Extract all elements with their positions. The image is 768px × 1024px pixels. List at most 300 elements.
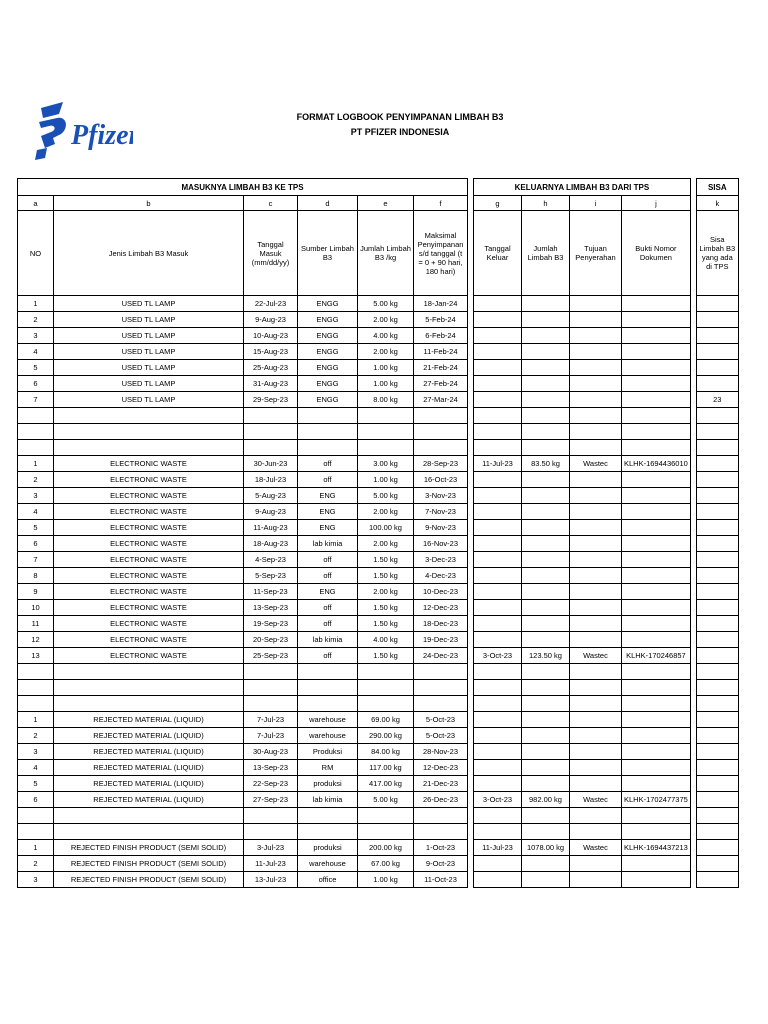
title-line-1: FORMAT LOGBOOK PENYIMPANAN LIMBAH B3 — [296, 112, 504, 122]
table-cell — [570, 808, 622, 824]
table-cell: 23 — [696, 392, 738, 408]
table-cell: 9 — [18, 584, 54, 600]
table-cell — [570, 344, 622, 360]
table-cell: 982.00 kg — [522, 792, 570, 808]
title-line-2: PT PFIZER INDONESIA — [350, 127, 450, 137]
table-cell: 19-Dec-23 — [414, 632, 468, 648]
table-cell — [696, 712, 738, 728]
table-cell: 5 — [18, 776, 54, 792]
table-cell — [522, 392, 570, 408]
table-cell: off — [298, 552, 358, 568]
table-cell — [622, 520, 691, 536]
table-cell: 18-Aug-23 — [244, 536, 298, 552]
table-cell: 13-Sep-23 — [244, 600, 298, 616]
table-row — [18, 376, 739, 392]
table-cell — [622, 760, 691, 776]
column-header-row — [18, 211, 739, 296]
table-cell — [474, 376, 522, 392]
table-cell — [622, 504, 691, 520]
column-letter: a — [18, 196, 54, 211]
table-cell — [570, 568, 622, 584]
table-cell — [522, 872, 570, 888]
table-cell — [474, 520, 522, 536]
table-cell: 25-Sep-23 — [244, 648, 298, 664]
column-letter: i — [570, 196, 622, 211]
table-cell: 5-Feb-24 — [414, 312, 468, 328]
table-cell — [622, 872, 691, 888]
table-cell — [570, 600, 622, 616]
table-cell: off — [298, 472, 358, 488]
table-cell: 2.00 kg — [358, 312, 414, 328]
table-cell — [298, 440, 358, 456]
table-cell — [522, 360, 570, 376]
table-cell — [244, 408, 298, 424]
table-cell — [622, 328, 691, 344]
table-cell: REJECTED MATERIAL (LIQUID) — [54, 712, 244, 728]
table-cell: 5-Oct-23 — [414, 712, 468, 728]
table-cell — [696, 376, 738, 392]
table-cell — [696, 408, 738, 424]
table-cell: lab kimia — [298, 632, 358, 648]
table-cell: 29-Sep-23 — [244, 392, 298, 408]
column-header: Jenis Limbah B3 Masuk — [54, 211, 244, 296]
table-cell — [570, 488, 622, 504]
table-cell: 7-Jul-23 — [244, 712, 298, 728]
table-cell: 123.50 kg — [522, 648, 570, 664]
table-cell — [696, 840, 738, 856]
table-cell: office — [298, 872, 358, 888]
table-cell: 1.50 kg — [358, 616, 414, 632]
table-cell — [358, 664, 414, 680]
table-cell — [696, 648, 738, 664]
table-cell: 13 — [18, 648, 54, 664]
table-cell: Wastec — [570, 648, 622, 664]
table-cell — [358, 824, 414, 840]
table-cell: produksi — [298, 776, 358, 792]
table-row — [18, 760, 739, 776]
table-row — [18, 600, 739, 616]
table-cell: 16-Nov-23 — [414, 536, 468, 552]
table-cell — [622, 744, 691, 760]
table-cell — [696, 296, 738, 312]
table-cell — [696, 536, 738, 552]
table-cell — [522, 584, 570, 600]
table-cell: 18-Dec-23 — [414, 616, 468, 632]
table-cell: 6 — [18, 792, 54, 808]
table-cell: 8 — [18, 568, 54, 584]
table-row — [18, 872, 739, 888]
table-cell — [696, 552, 738, 568]
table-cell: 11 — [18, 616, 54, 632]
table-cell — [244, 424, 298, 440]
table-cell: 1.50 kg — [358, 600, 414, 616]
table-cell — [414, 808, 468, 824]
table-cell — [622, 856, 691, 872]
table-cell — [298, 664, 358, 680]
table-cell — [522, 520, 570, 536]
table-cell: 1.50 kg — [358, 648, 414, 664]
table-cell — [54, 696, 244, 712]
table-cell: 1 — [18, 296, 54, 312]
table-cell — [622, 776, 691, 792]
table-cell: 1 — [18, 840, 54, 856]
table-cell: 84.00 kg — [358, 744, 414, 760]
table-cell — [18, 680, 54, 696]
table-row — [18, 712, 739, 728]
table-cell: 3-Jul-23 — [244, 840, 298, 856]
table-cell: 7 — [18, 552, 54, 568]
table-cell: REJECTED MATERIAL (LIQUID) — [54, 760, 244, 776]
table-cell — [570, 520, 622, 536]
table-cell: ELECTRONIC WASTE — [54, 584, 244, 600]
table-cell — [570, 328, 622, 344]
column-letter: f — [414, 196, 468, 211]
table-cell: 28-Nov-23 — [414, 744, 468, 760]
table-cell — [244, 824, 298, 840]
table-cell — [358, 808, 414, 824]
table-cell: 1.00 kg — [358, 376, 414, 392]
table-cell — [54, 424, 244, 440]
table-cell — [522, 616, 570, 632]
table-cell: 13-Sep-23 — [244, 760, 298, 776]
table-cell — [18, 664, 54, 680]
table-cell — [298, 824, 358, 840]
table-cell: 117.00 kg — [358, 760, 414, 776]
table-cell: ELECTRONIC WASTE — [54, 536, 244, 552]
table-cell — [54, 440, 244, 456]
table-cell: off — [298, 600, 358, 616]
table-cell: ENGG — [298, 376, 358, 392]
table-cell — [696, 472, 738, 488]
table-cell — [696, 328, 738, 344]
table-cell: 2 — [18, 312, 54, 328]
table-cell: KLHK-1694436010 — [622, 456, 691, 472]
table-cell — [570, 872, 622, 888]
table-cell — [18, 808, 54, 824]
table-cell: 2 — [18, 472, 54, 488]
table-cell — [622, 552, 691, 568]
table-cell — [570, 408, 622, 424]
table-cell — [570, 552, 622, 568]
table-cell — [622, 824, 691, 840]
table-cell — [474, 440, 522, 456]
table-cell — [474, 536, 522, 552]
table-cell — [522, 504, 570, 520]
table-cell: 30-Aug-23 — [244, 744, 298, 760]
table-cell: 12-Dec-23 — [414, 600, 468, 616]
table-cell: ENGG — [298, 296, 358, 312]
column-header: Sisa Limbah B3 yang ada di TPS — [696, 211, 738, 296]
table-cell: KLHK-170246857 — [622, 648, 691, 664]
table-cell: 30-Jun-23 — [244, 456, 298, 472]
section-masuk-header: MASUKNYA LIMBAH B3 KE TPS — [18, 179, 468, 196]
table-cell — [622, 360, 691, 376]
table-cell — [474, 872, 522, 888]
table-cell: 12 — [18, 632, 54, 648]
table-cell — [570, 536, 622, 552]
table-cell — [474, 296, 522, 312]
table-cell — [54, 664, 244, 680]
table-cell: 4 — [18, 504, 54, 520]
table-cell: 10 — [18, 600, 54, 616]
table-cell: ENGG — [298, 392, 358, 408]
table-cell: ELECTRONIC WASTE — [54, 600, 244, 616]
table-cell — [474, 552, 522, 568]
table-row — [18, 520, 739, 536]
table-cell — [570, 776, 622, 792]
section-sisa-header: SISA — [696, 179, 738, 196]
table-row — [18, 824, 739, 840]
table-cell — [54, 824, 244, 840]
table-cell: 4 — [18, 344, 54, 360]
table-cell — [474, 328, 522, 344]
table-cell: 10-Dec-23 — [414, 584, 468, 600]
table-cell: REJECTED MATERIAL (LIQUID) — [54, 776, 244, 792]
table-cell: 2 — [18, 728, 54, 744]
table-cell — [522, 296, 570, 312]
table-cell: 26-Dec-23 — [414, 792, 468, 808]
table-cell — [570, 760, 622, 776]
table-cell — [18, 440, 54, 456]
table-cell — [474, 488, 522, 504]
table-cell — [622, 712, 691, 728]
table-cell — [522, 696, 570, 712]
table-cell: 7 — [18, 392, 54, 408]
table-cell: ELECTRONIC WASTE — [54, 504, 244, 520]
table-cell — [622, 680, 691, 696]
table-cell — [570, 584, 622, 600]
table-cell — [522, 568, 570, 584]
table-cell — [696, 664, 738, 680]
table-cell — [522, 376, 570, 392]
table-cell: ENG — [298, 584, 358, 600]
table-cell: 9-Nov-23 — [414, 520, 468, 536]
table-row — [18, 424, 739, 440]
table-cell — [522, 440, 570, 456]
table-cell — [696, 456, 738, 472]
table-row — [18, 856, 739, 872]
table-row — [18, 488, 739, 504]
column-header: Bukti Nomor Dokumen — [622, 211, 691, 296]
table-cell — [570, 632, 622, 648]
column-header: Tanggal Masuk (mm/dd/yy) — [244, 211, 298, 296]
column-letter: e — [358, 196, 414, 211]
table-cell — [522, 824, 570, 840]
table-cell: 9-Aug-23 — [244, 312, 298, 328]
table-row — [18, 616, 739, 632]
table-cell: REJECTED FINISH PRODUCT (SEMI SOLID) — [54, 872, 244, 888]
column-letter: g — [474, 196, 522, 211]
table-cell: 25-Aug-23 — [244, 360, 298, 376]
table-row — [18, 744, 739, 760]
table-row — [18, 472, 739, 488]
table-cell — [622, 728, 691, 744]
table-cell — [298, 408, 358, 424]
table-cell — [696, 760, 738, 776]
table-cell: ELECTRONIC WASTE — [54, 568, 244, 584]
table-row — [18, 440, 739, 456]
table-cell — [522, 680, 570, 696]
table-cell — [522, 408, 570, 424]
table-cell — [622, 616, 691, 632]
table-cell: off — [298, 648, 358, 664]
table-cell: 22-Jul-23 — [244, 296, 298, 312]
table-cell: 21-Dec-23 — [414, 776, 468, 792]
table-row — [18, 568, 739, 584]
table-cell — [414, 824, 468, 840]
table-row — [18, 344, 739, 360]
table-cell: REJECTED FINISH PRODUCT (SEMI SOLID) — [54, 840, 244, 856]
table-row — [18, 664, 739, 680]
table-cell: lab kimia — [298, 536, 358, 552]
table-cell: USED TL LAMP — [54, 296, 244, 312]
table-cell — [570, 856, 622, 872]
table-cell: Wastec — [570, 456, 622, 472]
table-cell: 24-Dec-23 — [414, 648, 468, 664]
table-cell — [474, 664, 522, 680]
column-letter: j — [622, 196, 691, 211]
table-cell — [522, 664, 570, 680]
table-cell: 16-Oct-23 — [414, 472, 468, 488]
table-cell — [696, 872, 738, 888]
table-cell — [696, 808, 738, 824]
table-cell: KLHK-1702477375 — [622, 792, 691, 808]
column-header: Maksimal Penyimpanan s/d tanggal (t = 0 + 90 hari, 180 hari) — [414, 211, 468, 296]
table-cell: off — [298, 456, 358, 472]
table-cell: REJECTED FINISH PRODUCT (SEMI SOLID) — [54, 856, 244, 872]
section-keluar-header: KELUARNYA LIMBAH B3 DARI TPS — [474, 179, 691, 196]
table-cell — [474, 408, 522, 424]
table-cell: ENGG — [298, 328, 358, 344]
table-cell: 7-Nov-23 — [414, 504, 468, 520]
pfizer-logo — [33, 98, 133, 164]
table-cell: 15-Aug-23 — [244, 344, 298, 360]
table-cell — [570, 312, 622, 328]
table-cell: produksi — [298, 840, 358, 856]
table-cell: USED TL LAMP — [54, 360, 244, 376]
table-cell — [244, 808, 298, 824]
document-title — [230, 110, 570, 140]
table-cell — [474, 760, 522, 776]
table-cell: 290.00 kg — [358, 728, 414, 744]
table-cell: ENGG — [298, 360, 358, 376]
table-cell: 6 — [18, 376, 54, 392]
column-letter: h — [522, 196, 570, 211]
table-cell — [622, 296, 691, 312]
table-cell: 100.00 kg — [358, 520, 414, 536]
table-cell — [570, 680, 622, 696]
table-cell: REJECTED MATERIAL (LIQUID) — [54, 728, 244, 744]
table-cell: USED TL LAMP — [54, 392, 244, 408]
table-cell: REJECTED MATERIAL (LIQUID) — [54, 792, 244, 808]
table-cell — [522, 632, 570, 648]
table-row — [18, 360, 739, 376]
column-header: NO — [18, 211, 54, 296]
table-cell — [54, 680, 244, 696]
table-cell — [696, 600, 738, 616]
table-cell — [696, 856, 738, 872]
logo-wordmark: Pfizer — [71, 120, 133, 151]
table-cell: 1-Oct-23 — [414, 840, 468, 856]
table-cell — [522, 744, 570, 760]
column-header: Jumlah Limbah B3 /kg — [358, 211, 414, 296]
table-cell — [622, 312, 691, 328]
table-cell: 3-Oct-23 — [474, 792, 522, 808]
table-cell — [622, 488, 691, 504]
table-row — [18, 840, 739, 856]
table-cell: ELECTRONIC WASTE — [54, 552, 244, 568]
table-cell — [696, 488, 738, 504]
table-cell — [298, 696, 358, 712]
table-cell: 5-Aug-23 — [244, 488, 298, 504]
table-row — [18, 680, 739, 696]
table-cell — [474, 424, 522, 440]
table-cell — [474, 504, 522, 520]
table-cell: 3-Oct-23 — [474, 648, 522, 664]
table-cell — [474, 312, 522, 328]
table-cell — [570, 424, 622, 440]
table-cell — [696, 360, 738, 376]
table-cell: ELECTRONIC WASTE — [54, 456, 244, 472]
table-cell — [696, 520, 738, 536]
table-cell — [474, 344, 522, 360]
table-cell — [474, 360, 522, 376]
table-cell — [522, 536, 570, 552]
table-cell — [474, 632, 522, 648]
table-cell — [358, 408, 414, 424]
table-cell: 1.00 kg — [358, 472, 414, 488]
table-cell — [696, 632, 738, 648]
table-cell — [696, 424, 738, 440]
table-cell: USED TL LAMP — [54, 328, 244, 344]
table-cell — [474, 616, 522, 632]
section-header-row — [18, 179, 739, 196]
table-cell — [696, 344, 738, 360]
table-cell — [522, 328, 570, 344]
table-cell: 1 — [18, 712, 54, 728]
table-cell: 6-Feb-24 — [414, 328, 468, 344]
table-cell — [358, 440, 414, 456]
table-cell: 3 — [18, 872, 54, 888]
table-cell: USED TL LAMP — [54, 344, 244, 360]
table-cell: ENG — [298, 504, 358, 520]
table-cell: 5.00 kg — [358, 792, 414, 808]
column-header: Jumlah Limbah B3 — [522, 211, 570, 296]
table-cell — [622, 808, 691, 824]
table-cell — [570, 360, 622, 376]
table-cell: 4-Sep-23 — [244, 552, 298, 568]
table-cell — [696, 696, 738, 712]
table-row — [18, 408, 739, 424]
table-cell: 31-Aug-23 — [244, 376, 298, 392]
table-cell — [696, 568, 738, 584]
table-cell — [414, 424, 468, 440]
logbook-table — [17, 178, 739, 888]
table-cell: 22-Sep-23 — [244, 776, 298, 792]
table-cell: warehouse — [298, 856, 358, 872]
table-cell: 21-Feb-24 — [414, 360, 468, 376]
table-cell — [474, 808, 522, 824]
table-cell — [54, 408, 244, 424]
table-cell: 5-Sep-23 — [244, 568, 298, 584]
table-cell: 5.00 kg — [358, 488, 414, 504]
column-letter: b — [54, 196, 244, 211]
table-cell — [18, 824, 54, 840]
table-cell — [570, 824, 622, 840]
table-cell — [622, 536, 691, 552]
table-cell — [522, 472, 570, 488]
table-row — [18, 328, 739, 344]
